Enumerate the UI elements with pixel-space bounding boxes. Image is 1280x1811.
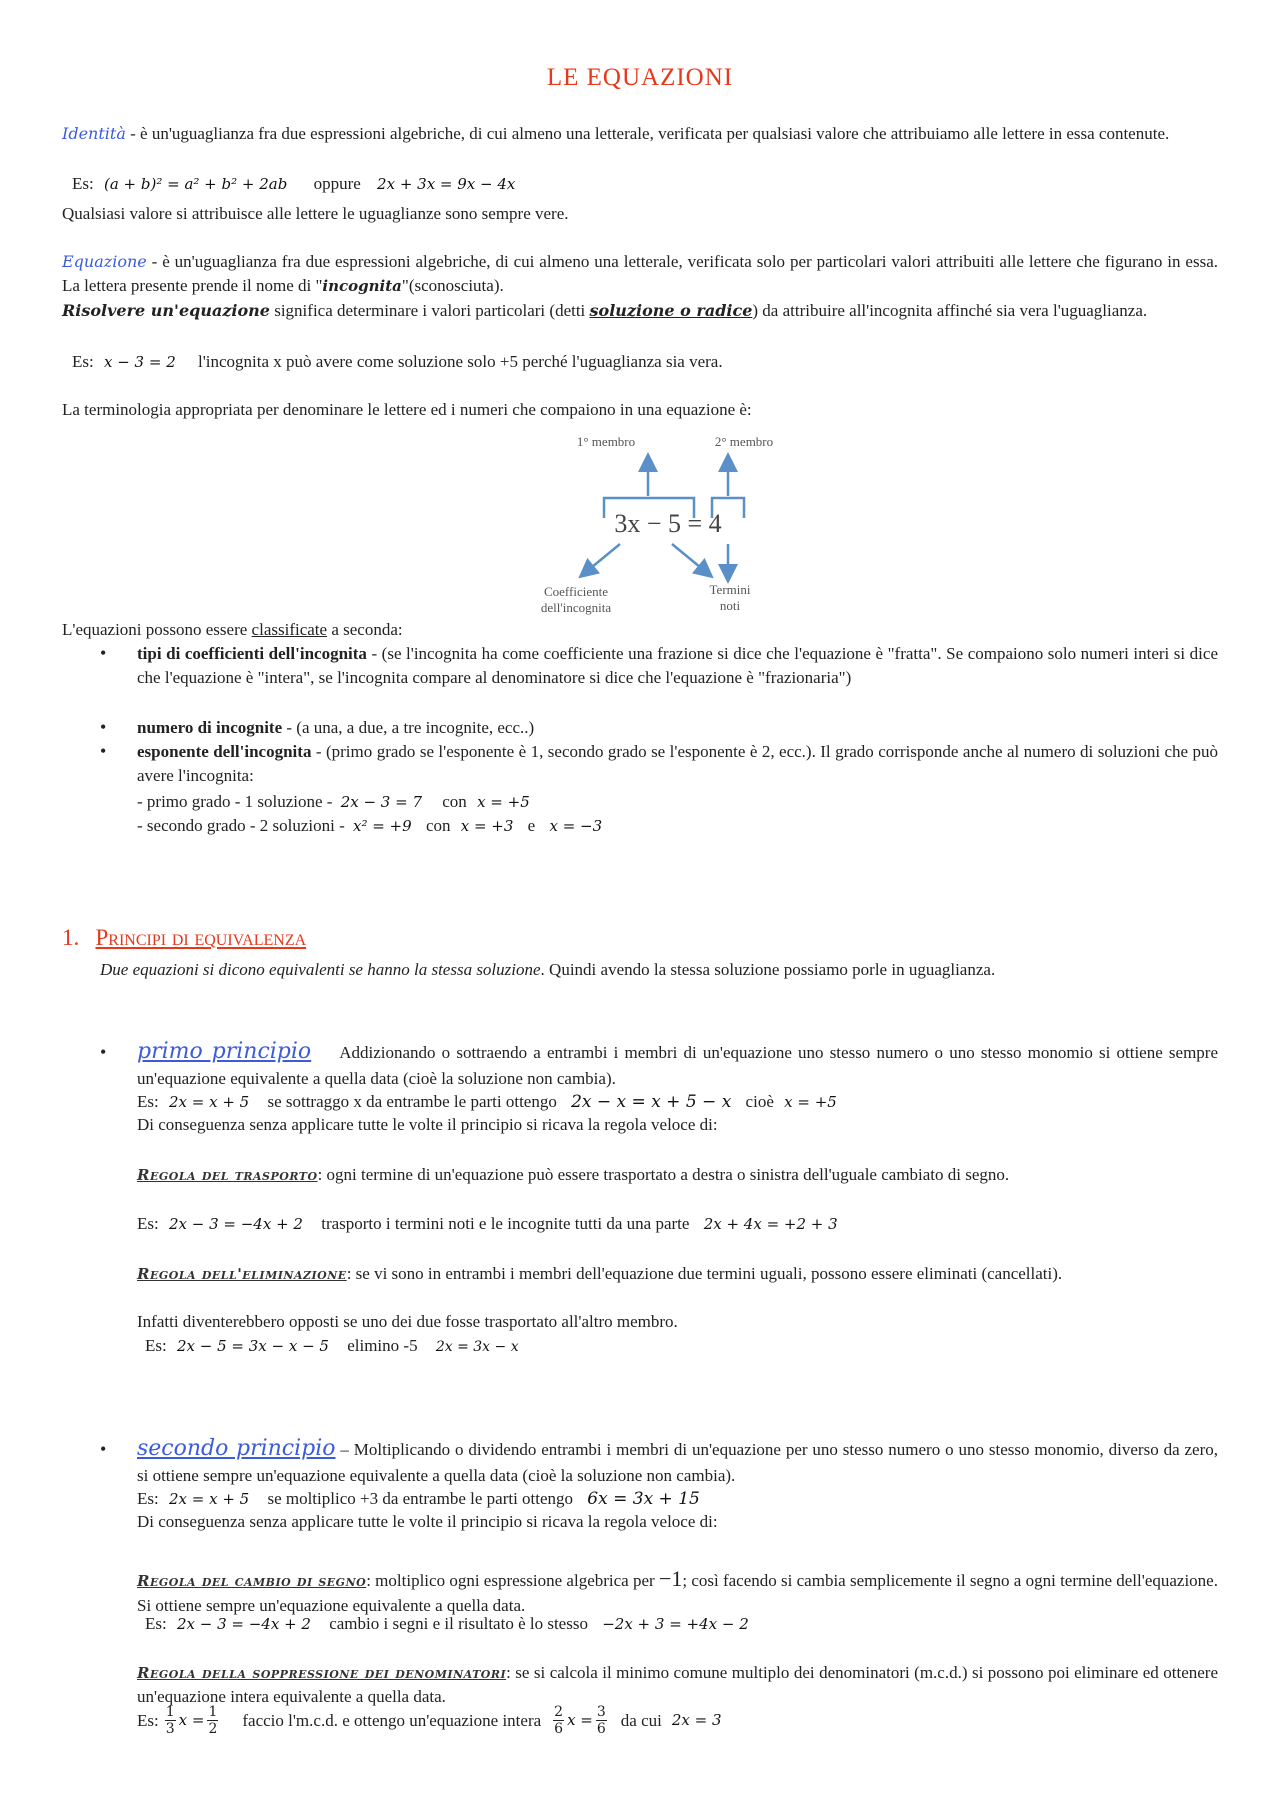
risolvere-text-a: significa determinare i valori particolari (detti bbox=[269, 301, 590, 320]
equazione-definition bbox=[62, 250, 1218, 298]
coefficient-label-line1: Coefficiente bbox=[543, 584, 609, 599]
trasporto-ex-b: 2x + 4x = +2 + 3 bbox=[703, 1215, 838, 1233]
regola-trasporto bbox=[137, 1163, 1218, 1187]
section-heading bbox=[62, 922, 306, 955]
fraction-numerator: 2 bbox=[554, 1704, 564, 1720]
bullet-icon: • bbox=[100, 741, 107, 761]
second-member-label: 2° membro bbox=[714, 434, 774, 449]
equazione-def-a: - è un'uguaglianza fra due espressioni algebriche, di cui almeno una letterale, verificata solo per particolari valori attribuiti alle lettere che figurano in essa. La lettera presente prende il nome di " bbox=[62, 252, 1218, 296]
class-item-text: - (primo grado se l'esponente è 1, secondo grado se l'esponente è 2, ecc.). Il grado corrisponde anche al numero di soluzioni che può avere l'incognita: bbox=[137, 742, 1218, 786]
primo-ex-a: 2x = x + 5 bbox=[168, 1093, 250, 1111]
fraction-eq-x: x = bbox=[567, 1710, 593, 1729]
regola-eliminazione bbox=[137, 1262, 1218, 1286]
minus-one: −1 bbox=[658, 1566, 683, 1591]
known-terms-label-line2: noti bbox=[719, 598, 741, 613]
class-item-title: numero di incognite bbox=[137, 718, 283, 737]
terminologia-text: La terminologia appropriata per denominare le lettere ed i numeri che compaiono in una equazione è: bbox=[62, 400, 752, 419]
class-item-title: esponente dell'incognita bbox=[137, 742, 312, 761]
secondo-ex-a: 2x = x + 5 bbox=[168, 1490, 250, 1508]
equazione-def-b: "(sconosciuta). bbox=[401, 276, 504, 296]
page-title: LE EQUAZIONI bbox=[546, 64, 734, 91]
fraction-numerator: 1 bbox=[208, 1704, 218, 1720]
fraction-numerator: 3 bbox=[596, 1704, 606, 1720]
identita-term: Identità bbox=[62, 124, 126, 143]
regola-eliminazione-example bbox=[145, 1334, 519, 1358]
eliminazione-ex-a: 2x − 5 = 3x − x − 5 bbox=[176, 1337, 329, 1355]
class-item-coefficients bbox=[137, 642, 1218, 690]
class-item-text: - (se l'incognita ha come coefficiente una frazione si dice che l'equazione è "fratta". Se compaiono solo numeri interi si dice che l'equazione è "intera", se l'incognita compare al denominatore si dice che l'equazione è "frazionaria") bbox=[137, 644, 1219, 688]
equazione-ex: x − 3 = 2 bbox=[103, 353, 176, 371]
bullet-icon: • bbox=[100, 1439, 107, 1459]
es-label: Es: bbox=[137, 1214, 159, 1233]
section-subtitle bbox=[100, 958, 995, 982]
es-label: Es: bbox=[145, 1336, 167, 1355]
eliminazione-ex-mid: elimino -5 bbox=[347, 1336, 418, 1355]
regola-trasporto-example bbox=[137, 1212, 838, 1236]
fraction-denominator: 3 bbox=[165, 1721, 175, 1738]
cambio-ex-b: −2x + 3 = +4x − 2 bbox=[602, 1615, 749, 1633]
secondo-principio-title: secondo principio bbox=[137, 1436, 336, 1461]
secondo-principio-text bbox=[137, 1433, 1218, 1488]
primo-ex-mid: se sottraggo x da entrambe le parti ottengo bbox=[267, 1092, 557, 1111]
grado-secondo-solution-2: x = −3 bbox=[549, 817, 603, 835]
soluzione-term: soluzione o radice bbox=[589, 301, 753, 320]
coefficient-label-line2: dell'incognita bbox=[540, 600, 612, 615]
primo-ex-b: 2x − x = x + 5 − x bbox=[571, 1092, 732, 1112]
es-label: Es: bbox=[72, 174, 94, 193]
cambio-ex-a: 2x − 3 = −4x + 2 bbox=[176, 1615, 311, 1633]
fraction-numerator: 1 bbox=[165, 1704, 175, 1720]
class-item-incognite bbox=[137, 716, 534, 740]
identita-definition bbox=[62, 122, 1218, 146]
fraction-eq-x: x = bbox=[178, 1710, 205, 1729]
risolvere-term: Risolvere un'equazione bbox=[62, 301, 270, 320]
primo-principio-definition: Addizionando o sottraendo a entrambi i membri di un'equazione uno stesso numero o uno stesso monomio si ottiene sempre un'equazione equivalente a quella data (cioè la soluzione non cambia). bbox=[137, 1043, 1219, 1089]
es-label: Es: bbox=[145, 1614, 167, 1633]
equation-terms-diagram bbox=[520, 428, 800, 624]
grado-primo-equation: 2x − 3 = 7 bbox=[340, 793, 423, 811]
section-title: Principi di equivalenza bbox=[95, 925, 307, 950]
oppure-text: oppure bbox=[313, 174, 361, 193]
grado-primo-solution: x = +5 bbox=[477, 793, 530, 811]
regola-trasporto-text: : ogni termine di un'equazione può essere trasportato a destra o sinistra dell'uguale cambiato di segno. bbox=[317, 1165, 1010, 1184]
secondo-principio-example bbox=[137, 1487, 700, 1511]
identita-example bbox=[72, 172, 515, 196]
primo-ex-c: x = +5 bbox=[784, 1093, 837, 1111]
secondo-consequence: Di conseguenza senza applicare tutte le volte il principio si ricava la regola veloce di: bbox=[137, 1512, 718, 1531]
regola-eliminazione-title: Regola dell'eliminazione bbox=[137, 1265, 347, 1283]
eliminazione-ex-b: 2x = 3x − x bbox=[435, 1339, 519, 1355]
primo-principio-title: primo principio bbox=[137, 1039, 312, 1064]
fraction-two-sixths bbox=[553, 1704, 564, 1737]
coefficient-arrow bbox=[586, 544, 620, 572]
equivalent-definition: Due equazioni si dicono equivalenti se hanno la stessa soluzione bbox=[100, 960, 541, 979]
regola-eliminazione-text: : se vi sono in entrambi i membri dell'equazione due termini uguali, possono essere eliminati (cancellati). bbox=[346, 1264, 1063, 1283]
da-cui-text: da cui bbox=[620, 1710, 662, 1730]
section-number: 1. bbox=[62, 925, 80, 950]
regola-soppressione-title: Regola della soppressione dei denominatori bbox=[137, 1664, 507, 1682]
fraction-denominator: 6 bbox=[554, 1721, 564, 1738]
bullet-icon: • bbox=[100, 717, 107, 737]
bullet-icon: • bbox=[100, 1042, 107, 1062]
primo-consequence: Di conseguenza senza applicare tutte le volte il principio si ricava la regola veloce di: bbox=[137, 1115, 718, 1134]
primo-principio-text bbox=[137, 1036, 1218, 1091]
regola-trasporto-title: Regola del trasporto bbox=[137, 1166, 318, 1184]
equazione-ex-note: l'incognita x può avere come soluzione solo +5 perché l'uguaglianza sia vera. bbox=[198, 352, 723, 371]
fraction-denominator: 6 bbox=[596, 1721, 606, 1738]
equazione-example bbox=[72, 350, 723, 374]
grado-primo bbox=[137, 790, 530, 814]
soppressione-ex-mid: faccio l'm.c.d. e ottengo un'equazione intera bbox=[242, 1710, 542, 1730]
eliminazione-note: Infatti diventerebbero opposti se uno dei due fosse trasportato all'altro membro. bbox=[137, 1312, 678, 1331]
regola-soppressione-text: : se si calcola il minimo comune multiplo dei denominatori (m.c.d.) si possono poi eliminare ed ottenere un'equazione intera equivalente a quella data. bbox=[137, 1663, 1218, 1707]
soppressione-final: 2x = 3 bbox=[671, 1710, 722, 1729]
secondo-ex-b: 6x = 3x + 15 bbox=[587, 1489, 700, 1509]
first-member-label: 1° membro bbox=[576, 434, 636, 449]
grado-secondo-equation: x² = +9 bbox=[352, 817, 412, 835]
cioe-text: cioè bbox=[745, 1092, 774, 1111]
es-label: Es: bbox=[137, 1710, 159, 1730]
trasporto-ex-a: 2x − 3 = −4x + 2 bbox=[168, 1215, 303, 1233]
primo-principio-example bbox=[137, 1090, 837, 1114]
trasporto-ex-mid: trasporto i termini noti e le incognite tutti da una parte bbox=[321, 1214, 690, 1233]
cambio-segno-text-b: ; così facendo si cambia semplicemente il segno a ogni termine dell'equazione. Si ottiene sempre un'equazione equivalente a quella data. bbox=[137, 1571, 1218, 1616]
known-terms-label-line1: Termini bbox=[709, 582, 751, 597]
diagram-equation: 3x − 5 = 4 bbox=[614, 509, 722, 538]
identita-note: Qualsiasi valore si attribuisce alle lettere le uguaglianze sono sempre vere. bbox=[62, 204, 569, 223]
grado-secondo-solution-1: x = +3 bbox=[460, 817, 514, 835]
class-item-title: tipi di coefficienti dell'incognita bbox=[137, 644, 367, 663]
es-label: Es: bbox=[137, 1489, 159, 1508]
secondo-principio-definition: – Moltiplicando o dividendo entrambi i membri di un'equazione per uno stesso numero o uno stesso monomio, diverso da zero, si ottiene sempre un'equazione equivalente a quella data (cioè la soluzione non cambia). bbox=[137, 1440, 1218, 1486]
fraction-three-sixths bbox=[596, 1704, 607, 1737]
identita-def: - è un'uguaglianza fra due espressioni algebriche, di cui almeno una letterale, verificata per qualsiasi valore che attribuiamo alle lettere in essa contenute. bbox=[125, 124, 1170, 143]
es-label: Es: bbox=[137, 1092, 159, 1111]
identita-ex2: 2x + 3x = 9x − 4x bbox=[377, 175, 516, 193]
cambio-segno-text-a: : moltiplico ogni espressione algebrica per bbox=[366, 1571, 659, 1590]
fraction-denominator: 2 bbox=[208, 1721, 218, 1738]
equazione-term: Equazione bbox=[62, 252, 147, 271]
fraction-one-third bbox=[165, 1704, 176, 1737]
identita-ex1: (a + b)² = a² + b² + 2ab bbox=[103, 175, 288, 193]
secondo-ex-mid: se moltiplico +3 da entrambe le parti ottengo bbox=[267, 1489, 574, 1508]
regola-cambio-segno-title: Regola del cambio di segno bbox=[137, 1572, 367, 1590]
e-text: e bbox=[527, 816, 536, 835]
regola-cambio-segno-example bbox=[145, 1612, 749, 1636]
risolvere-definition bbox=[62, 299, 1218, 323]
classificate-intro-a: L'equazioni possono essere bbox=[62, 620, 252, 639]
class-item-esponente bbox=[137, 740, 1218, 788]
regola-cambio-segno bbox=[137, 1563, 1218, 1618]
con-text: con bbox=[425, 816, 451, 835]
grado-secondo bbox=[137, 814, 602, 838]
classificate-intro-b: a seconda: bbox=[327, 620, 403, 639]
regola-soppressione bbox=[137, 1661, 1218, 1709]
known-terms-arrow bbox=[672, 544, 728, 574]
incognita-term: incognita bbox=[322, 277, 402, 296]
risolvere-text-b: ) da attribuire all'incognita affinché sia vera l'uguaglianza. bbox=[752, 301, 1148, 320]
grado-secondo-label: - secondo grado - 2 soluzioni - bbox=[137, 816, 345, 835]
bullet-icon: • bbox=[100, 643, 107, 663]
cambio-ex-mid: cambio i segni e il risultato è lo stesso bbox=[329, 1614, 588, 1633]
equivalent-note: . Quindi avendo la stessa soluzione possiamo porle in uguaglianza. bbox=[540, 960, 996, 979]
grado-primo-label: - primo grado - 1 soluzione - bbox=[137, 792, 333, 811]
fraction-one-half bbox=[207, 1704, 218, 1737]
classificate-intro bbox=[62, 618, 403, 642]
class-item-text: - (a una, a due, a tre incognite, ecc..) bbox=[282, 718, 535, 737]
classificate-word: classificate bbox=[251, 620, 328, 639]
regola-soppressione-example bbox=[137, 1704, 722, 1737]
con-text: con bbox=[442, 792, 467, 811]
es-label: Es: bbox=[72, 352, 94, 371]
